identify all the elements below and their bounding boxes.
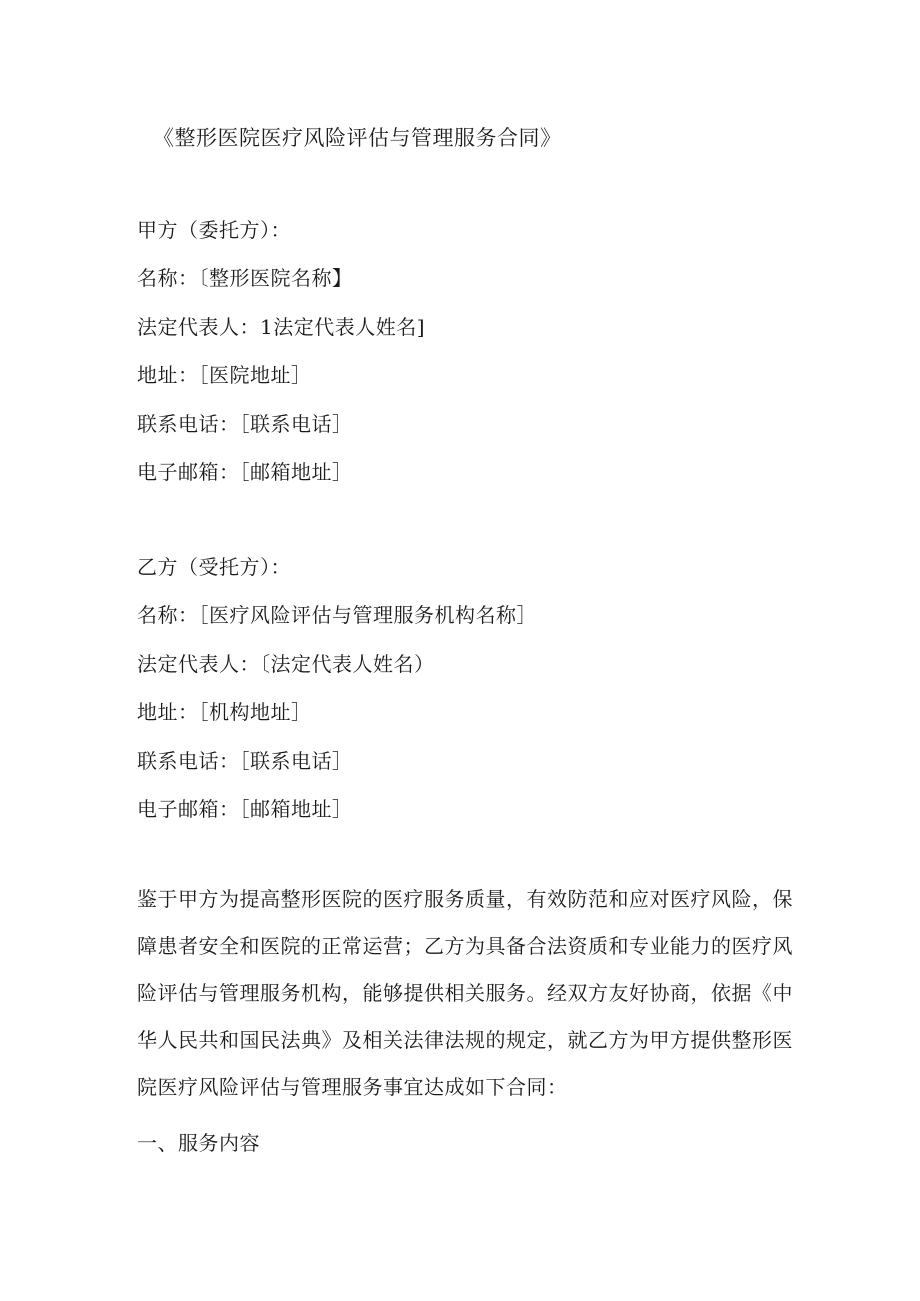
party-a-name: 名称：〔整形医院名称】 — [137, 266, 353, 290]
party-b-address: 地址：［机构地址］ — [137, 700, 312, 724]
preamble-line: 障患者安全和医院的正常运营；乙方为具备合法资质和专业能力的医疗风 — [137, 934, 793, 958]
party-a-heading: 甲方（委托方）： — [137, 218, 291, 242]
party-b-phone: 联系电话：［联系电话］ — [137, 749, 353, 773]
party-a-address: 地址：［医院地址］ — [137, 363, 312, 387]
party-b-email: 电子邮箱：［邮箱地址］ — [137, 797, 353, 821]
preamble-line: 鉴于甲方为提高整形医院的医疗服务质量，有效防范和应对医疗风险，保 — [137, 887, 793, 911]
preamble-paragraph — [137, 876, 793, 1111]
party-a-phone: 联系电话：［联系电话］ — [137, 412, 353, 436]
preamble-line: 院医疗风险评估与管理服务事宜达成如下合同： — [137, 1075, 568, 1099]
party-b-name: 名称：［医疗风险评估与管理服务机构名称］ — [137, 603, 537, 627]
section-heading-service-content: 一、服务内容 — [137, 1131, 260, 1155]
party-a-email: 电子邮箱：［邮箱地址］ — [137, 460, 353, 484]
party-b-heading: 乙方（受托方）： — [137, 555, 291, 579]
document-title: 《整形医院医疗风险评估与管理服务合同》 — [153, 126, 562, 150]
party-a-rep: 法定代表人：1法定代表人姓名] — [137, 315, 426, 339]
preamble-line: 险评估与管理服务机构，能够提供相关服务。经双方友好协商，依据《中 — [137, 981, 793, 1005]
preamble-line: 华人民共和国民法典》及相关法律法规的规定，就乙方为甲方提供整形医 — [137, 1028, 793, 1052]
party-b-rep: 法定代表人：〔法定代表人姓名） — [137, 652, 435, 676]
